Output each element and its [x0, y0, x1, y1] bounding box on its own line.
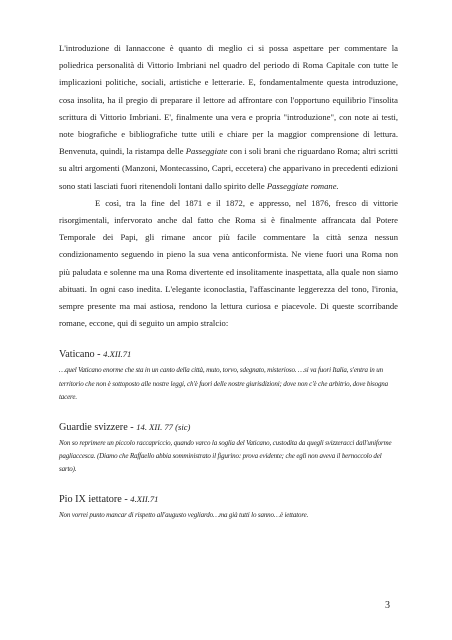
excerpt-pio-ix [59, 492, 398, 522]
excerpt-body: Non vorrei punto mancar di rispetto all'augusto vegliardo…ma già tutti lo sanno…è iettatore. [59, 510, 309, 519]
excerpt-title: Pio IX iettatore - [59, 493, 128, 505]
excerpt-guardie-svizzere [59, 420, 398, 477]
intro-text-1b: con i soli brani che riguardano Roma; altri scritti su altri argomenti (Manzoni, Montecassino, Capri, eccetera) che apparivano in precedenti edizioni sono stati lasciati fuori ritenendoli lontani dallo spirito delle [59, 146, 398, 191]
title-passeggiate: Passeggiate [185, 146, 228, 157]
excerpt-heading [59, 347, 398, 362]
excerpt-date: 4.XII.71 [130, 493, 159, 504]
excerpt-body: Non so reprimere un piccolo raccapriccio, quando varco la soglia del Vaticano, custodita da quegli svizzeracci dall'uniforme pagliaccesca. (Diamo che Raffaello abbia somministrato il figurino: prova evidente; che egli non aveva il bernoccolo del sarto). [59, 438, 392, 474]
intro-paragraph-1 [59, 40, 398, 195]
excerpt-date: 14. XII. 77 (sic) [136, 421, 191, 432]
excerpt-vaticano [59, 347, 398, 404]
intro-text-1: L'introduzione di Iannaccone è quanto di meglio ci si possa aspettare per commentare la poliedrica personalità di Vittorio Imbriani nel quadro del periodo di Roma Capitale con tutte le implicazioni politiche, sociali, artistiche e letterarie. E, fondamentalmente questa introduzione, cosa insolita, ha il pregio di preparare il lettore ad affrontare con l'opportuno equilibrio l'insolita scrittura di Vittorio Imbriani. E', finalmente una vera e propria "introduzione", con note ai testi, note biografiche e bibliografiche tutte utili e chiare per la maggior comprensione di lettura. Benvenuta, quindi, la ristampa delle [59, 43, 398, 157]
excerpt-heading [59, 420, 398, 435]
excerpt-title: Vaticano - [59, 349, 101, 361]
intro-paragraph-2: E così, tra la fine del 1871 e il 1872, e appresso, nel 1876, fresco di vittorie risorgimentali, infervorato anche dal fatto che Roma si è finalmente affrancata dal Potere Temporale dei Papi, gli rimane ancor più facile commentare la città senza nessun condizionamento seguendo in pieno la sua vena anticonformista. Ne viene fuori una Roma non più paludata e solenne ma una Roma divertente ed insolitamente inaspettata, alla quale non siamo abituati. In ogni caso inedita. L'elegante iconoclastia, l'affascinante leggerezza del tono, l'ironia, sempre presente ma mai astiosa, rendono la lettura curiosa e piacevole. Di queste scorribande romane, eccone, qui di seguito un ampio stralcio: [59, 197, 398, 329]
excerpt-heading [59, 492, 398, 507]
excerpt-title: Guardie svizzere - [59, 421, 134, 433]
excerpt-body: …quel Vaticano enorme che sta in un canto della città, muto, torvo, sdegnato, misterioso. …si va fuori Italia, s'entra in un territorio che non è sottoposto alle nostre leggi, ch'è fuori delle nostre giurisdizioni; dove non c'è che arbitrio, dove bisogna tacere. [59, 366, 388, 402]
title-passeggiate-romane: Passeggiate romane. [266, 180, 339, 191]
excerpt-date: 4.XII.71 [103, 349, 132, 360]
text-column [59, 40, 398, 522]
page-number: 3 [385, 600, 390, 611]
